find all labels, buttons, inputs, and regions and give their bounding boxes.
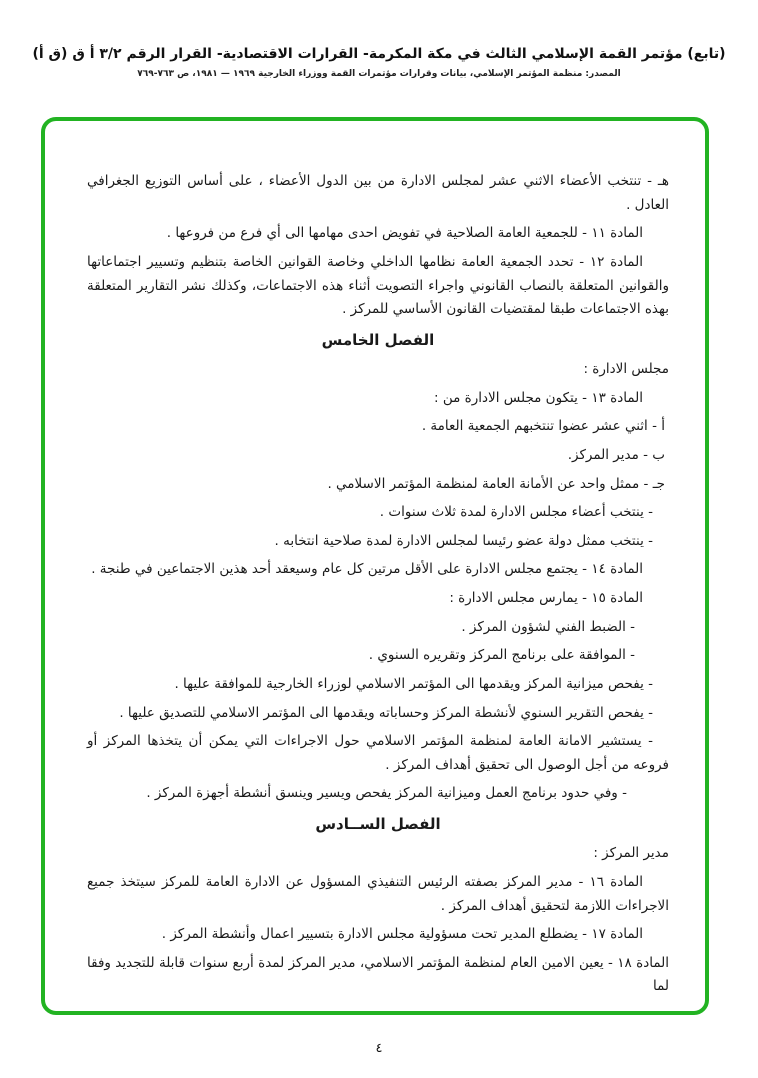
duty-coordinate-activities: - وفي حدود برنامج العمل وميزانية المركز يفحص ويسير وينسق أنشطة أجهزة المركز . [146, 785, 627, 802]
article-12: المادة ١٢ - تحدد الجمعية العامة نظامها الداخلي وخاصة القوانين الخاصة بتنظيم وتسيير اجتماعاتها والقوانين المتعلقة بالنصاب القانوني واجراء التصويت أثناء هذه الاجتماعات، وكذلك نشر التقارير المتعلقة بهذه الاجتماعات طبقا لمقتضيات القانون الأساسي للمركز . [87, 253, 669, 318]
duty-consult-secretariat: - يستشير الامانة العامة لمنظمة المؤتمر الاسلامي حول الاجراءات التي يمكن أن يتخذها المركز أو فروعه من أجل الوصول الى تحقيق أهداف المركز . [87, 733, 669, 773]
green-highlight-frame [41, 117, 709, 1015]
article-11: المادة ١١ - للجمعية العامة الصلاحية في تفويض احدى مهامها الى أي فرع من فروعها . [166, 225, 643, 242]
source-line: المصدر: منظمة المؤتمر الإسلامي، بيانات وقرارات مؤتمرات القمة ووزراء الخارجية ١٩٦٩ — ١٩٨١، ص ٧٦٣-٧٦٩ [137, 69, 621, 79]
article-13: المادة ١٣ - يتكون مجلس الادارة من : [434, 389, 643, 406]
duty-annual-report: - يفحص التقرير السنوي لأنشطة المركز وحساباته ويقدمها الى المؤتمر الاسلامي للتصديق عليها . [119, 704, 653, 721]
document-body [45, 121, 705, 999]
duty-program-approval: - الموافقة على برنامج المركز وتقريره السنوي . [368, 647, 635, 664]
board-of-directors-label: مجلس الادارة : [583, 361, 669, 377]
article-16: المادة ١٦ - مدير المركز بصفته الرئيس التنفيذي المسؤول عن الادارة العامة للمركز سيتخذ جميع الاجراءات اللازمة لتحقيق أهداف المركز . [87, 873, 669, 914]
item-c: جـ - ممثل واحد عن الأمانة العامة لمنظمة المؤتمر الاسلامي . [327, 475, 665, 492]
document-header [0, 0, 758, 79]
item-a: أ - اثني عشر عضوا تنتخبهم الجمعية العامة . [421, 418, 665, 435]
item-b: ب - مدير المركز. [567, 446, 665, 463]
chapter-five-heading: الفصل الخامس [321, 330, 435, 349]
board-chairman-note: - ينتخب ممثل دولة عضو رئيسا لمجلس الادارة لمدة صلاحية انتخابه . [274, 532, 653, 549]
article-17: المادة ١٧ - يضطلع المدير تحت مسؤولية مجلس الادارة بتسيير اعمال وأنشطة المركز . [161, 926, 643, 943]
clause-e: هـ - تنتخب الأعضاء الاثني عشر لمجلس الادارة من بين الدول الأعضاء ، على أساس التوزيع الجغرافي العادل . [87, 173, 669, 213]
duty-budget-review: - يفحص ميزانية المركز ويقدمها الى المؤتمر الاسلامي لوزراء الخارجية للموافقة عليها . [174, 675, 653, 692]
document-title: (تابع) مؤتمر القمة الإسلامي الثالث في مكة المكرمة- القرارات الاقتصادية- القرار الرقم ٣/٢ أ ق (ق أ) [32, 46, 726, 62]
duty-technical-control: - الضبط الفني لشؤون المركز . [461, 618, 635, 635]
board-term-note: - ينتخب أعضاء مجلس الادارة لمدة ثلاث سنوات . [379, 504, 653, 521]
page-number: ٤ [375, 1041, 383, 1056]
article-15: المادة ١٥ - يمارس مجلس الادارة : [449, 590, 643, 606]
article-18: المادة ١٨ - يعين الامين العام لمنظمة المؤتمر الاسلامي، مدير المركز لمدة أربع سنوات قابلة للتجديد وفقا لما [87, 954, 669, 995]
chapter-six-heading: الفصل الســادس [315, 815, 441, 833]
article-14: المادة ١٤ - يجتمع مجلس الادارة على الأقل مرتين كل عام وسيعقد أحد هذين الاجتماعين في طنجة . [91, 561, 643, 578]
director-label: مدير المركز : [593, 845, 669, 862]
